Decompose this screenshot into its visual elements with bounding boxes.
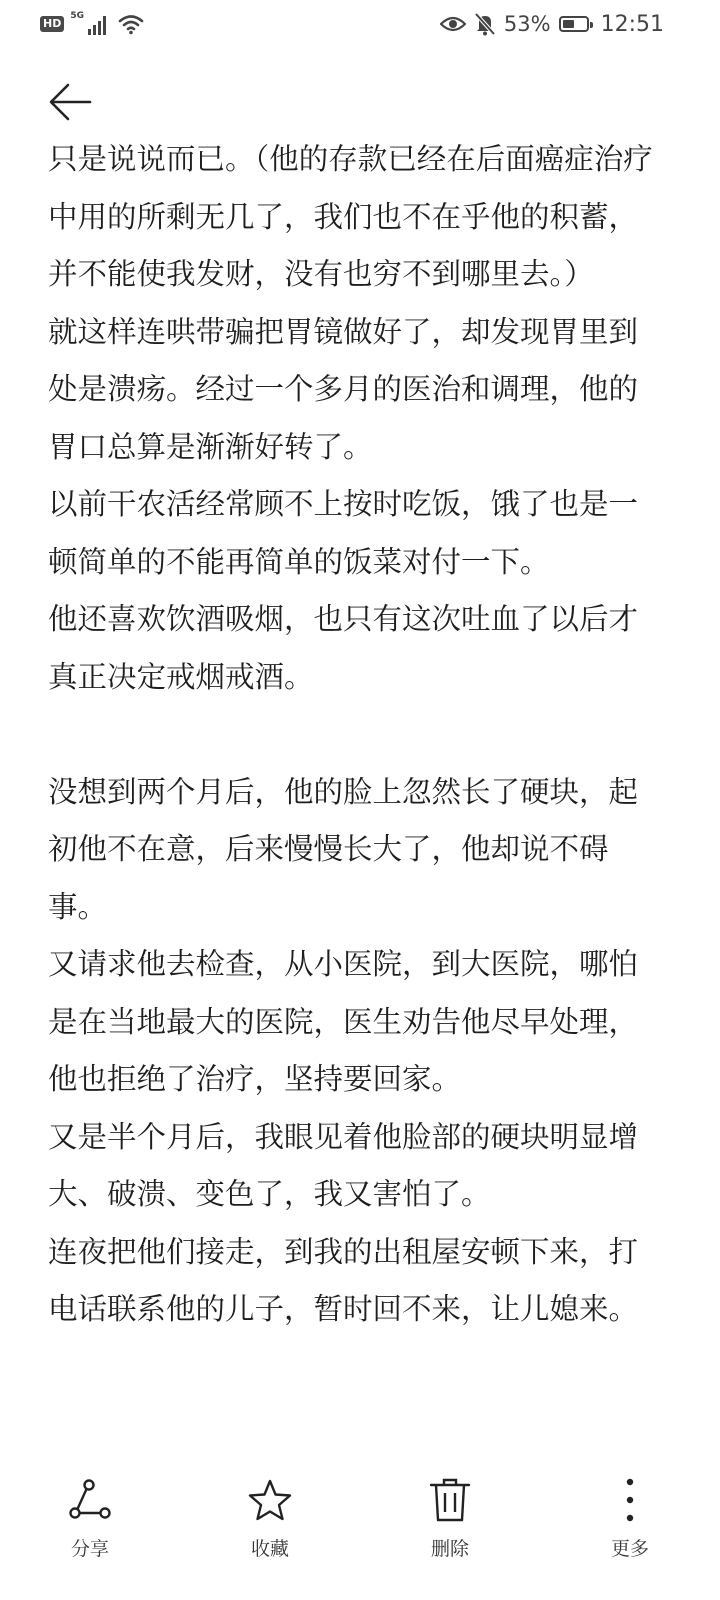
note-paragraph: 就这样连哄带骗把胃镜做好了，却发现胃里到处是溃疡。经过一个多月的医治和调理，他的胃口总算是渐渐好转了。 bbox=[48, 314, 639, 464]
arrow-left-icon bbox=[48, 80, 92, 124]
status-left bbox=[40, 10, 144, 38]
more-label: 更多 bbox=[610, 1538, 649, 1560]
status-right bbox=[440, 10, 664, 38]
note-paragraph: 以前干农活经常顾不上按时吃饭，饿了也是一顿简单的不能再简单的饭菜对付一下。 bbox=[48, 487, 639, 579]
share-label: 分享 bbox=[70, 1538, 109, 1560]
blank-line bbox=[48, 706, 658, 764]
battery-level bbox=[563, 20, 575, 28]
trash-icon bbox=[426, 1476, 474, 1524]
note-paragraph: 没想到两个月后，他的脸上忽然长了硬块，起初他不在意，后来慢慢长大了，他却说不碍事。 bbox=[48, 774, 639, 924]
bottom-action-bar bbox=[0, 1466, 720, 1600]
battery-tip bbox=[590, 22, 593, 28]
delete-label: 删除 bbox=[430, 1538, 469, 1560]
network-type: 5G bbox=[70, 11, 84, 21]
note-content[interactable] bbox=[48, 138, 658, 1456]
share-icon bbox=[66, 1476, 114, 1524]
favorite-label: 收藏 bbox=[250, 1538, 289, 1560]
note-text bbox=[48, 138, 658, 1339]
signal-icon bbox=[70, 13, 106, 35]
more-vertical-icon bbox=[606, 1476, 654, 1524]
note-paragraph: 只是说说而已。（他的存款已经在后面癌症治疗中用的所剩无几了，我们也不在乎他的积蓄，并不能使我发财，没有也穷不到哪里去。） bbox=[48, 142, 653, 291]
more-button[interactable] bbox=[553, 1466, 708, 1576]
battery-icon bbox=[559, 16, 589, 32]
share-button[interactable] bbox=[13, 1466, 168, 1576]
note-paragraph: 连夜把他们接走，到我的出租屋安顿下来，打电话联系他的儿子，暂时回不来，让儿媳来。 bbox=[48, 1234, 639, 1326]
eye-icon bbox=[440, 15, 466, 33]
status-bar bbox=[0, 0, 720, 48]
note-paragraph: 又请求他去检查，从小医院，到大医院，哪怕是在当地最大的医院，医生劝告他尽早处理，他也拒绝了治疗，坚持要回家。 bbox=[48, 947, 639, 1096]
back-button[interactable] bbox=[44, 76, 96, 128]
note-paragraph: 他还喜欢饮酒吸烟，也只有这次吐血了以后才真正决定戒烟戒酒。 bbox=[48, 602, 639, 694]
mute-bell-icon bbox=[474, 12, 496, 36]
wifi-icon bbox=[118, 13, 144, 35]
star-icon bbox=[246, 1476, 294, 1524]
favorite-button[interactable] bbox=[193, 1466, 348, 1576]
signal-bars bbox=[88, 15, 106, 35]
clock: 12:51 bbox=[600, 11, 664, 37]
delete-button[interactable] bbox=[373, 1466, 528, 1576]
note-paragraph: 又是半个月后，我眼见着他脸部的硬块明显增大、破溃、变色了，我又害怕了。 bbox=[48, 1119, 639, 1211]
hd-badge: HD bbox=[40, 16, 64, 32]
battery-percent: 53% bbox=[503, 12, 551, 36]
